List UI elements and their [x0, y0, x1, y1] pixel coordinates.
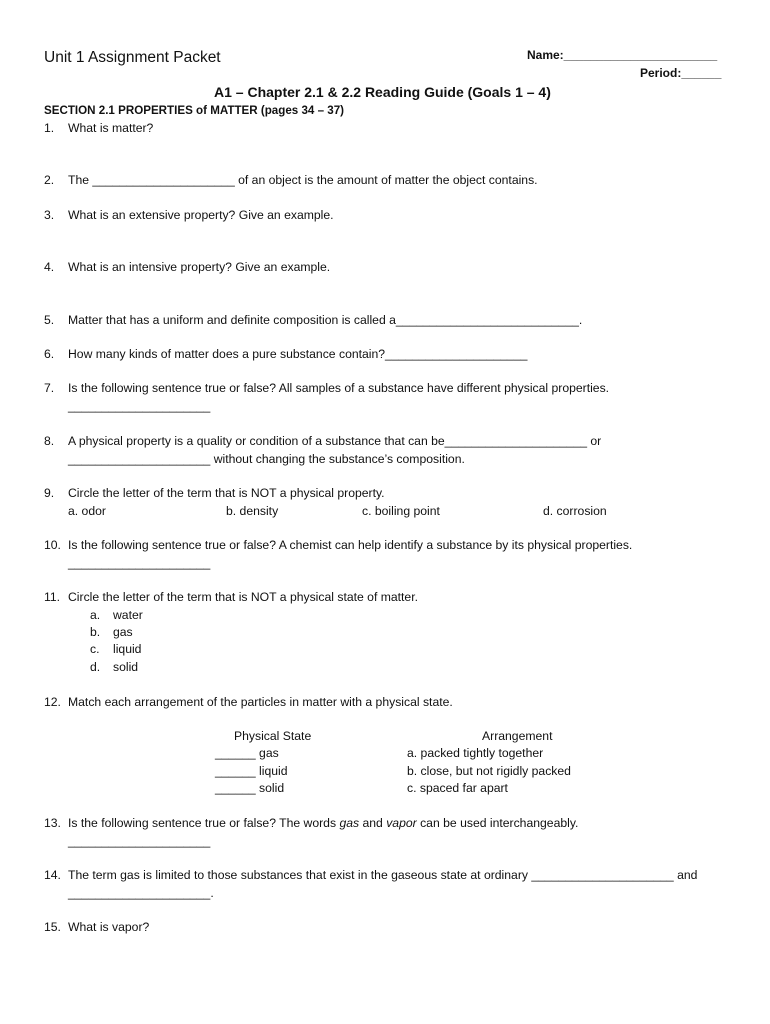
question-number: 1.	[44, 121, 55, 135]
question-text	[68, 816, 578, 830]
option-letter-c: c.	[90, 642, 100, 656]
question-number: 4.	[44, 260, 55, 274]
question-text: What is an extensive property? Give an example.	[68, 208, 334, 222]
arrangement-b: b. close, but not rigidly packed	[407, 764, 571, 778]
question-number: 8.	[44, 434, 55, 448]
name-field-label: Name:_______________________	[527, 48, 718, 62]
page-title: A1 – Chapter 2.1 & 2.2 Reading Guide (Goals 1 – 4)	[214, 84, 551, 100]
packet-title: Unit 1 Assignment Packet	[44, 49, 221, 66]
answer-blank: _____________________	[68, 399, 211, 413]
question-text: Matter that has a uniform and definite composition is called a___________________________.	[68, 313, 583, 327]
section-heading: SECTION 2.1 PROPERTIES of MATTER (pages 34 – 37)	[44, 104, 344, 117]
question-text: The term gas is limited to those substances that exist in the gaseous state at ordinary _____________________ and	[68, 868, 698, 882]
question-number: 14.	[44, 868, 61, 882]
arrangement-c: c. spaced far apart	[407, 781, 508, 795]
option-d: d. corrosion	[543, 504, 607, 518]
option-a: water	[113, 608, 143, 622]
italic-term-gas: gas	[339, 816, 360, 830]
period-field-label: Period:______	[640, 66, 722, 80]
arrangement-a: a. packed tightly together	[407, 746, 544, 760]
option-letter-a: a.	[90, 608, 101, 622]
question-text-part: can be used interchangeably.	[416, 816, 579, 830]
question-text-part: and	[359, 816, 387, 830]
question-text: Is the following sentence true or false? A chemist can help identify a substance by its physical properties.	[68, 538, 633, 552]
answer-blank: _____________________	[68, 556, 211, 570]
question-number: 9.	[44, 486, 55, 500]
option-b: b. density	[226, 504, 279, 518]
question-text: Circle the letter of the term that is NOT a physical state of matter.	[68, 590, 418, 604]
question-number: 12.	[44, 695, 61, 709]
question-text: Is the following sentence true or false? All samples of a substance have different physical properties.	[68, 381, 610, 395]
question-number: 13.	[44, 816, 61, 830]
question-number: 2.	[44, 173, 55, 187]
state-gas: ______ gas	[215, 746, 279, 760]
option-letter-b: b.	[90, 625, 101, 639]
question-number: 7.	[44, 381, 55, 395]
question-text: How many kinds of matter does a pure substance contain?_____________________	[68, 347, 528, 361]
physical-state-header: Physical State	[234, 729, 312, 743]
option-d: solid	[113, 660, 139, 674]
question-text: What is an intensive property? Give an example.	[68, 260, 331, 274]
question-text: Match each arrangement of the particles in matter with a physical state.	[68, 695, 453, 709]
state-liquid: ______ liquid	[215, 764, 288, 778]
answer-blank: _____________________	[68, 834, 211, 848]
question-number: 10.	[44, 538, 61, 552]
question-text-continued: _____________________ without changing the substance’s composition.	[68, 452, 465, 466]
question-number: 5.	[44, 313, 55, 327]
italic-term-vapor: vapor	[386, 816, 417, 830]
option-c: liquid	[113, 642, 142, 656]
question-number: 3.	[44, 208, 55, 222]
option-b: gas	[113, 625, 133, 639]
arrangement-header: Arrangement	[482, 729, 553, 743]
option-letter-d: d.	[90, 660, 101, 674]
option-a: a. odor	[68, 504, 106, 518]
question-number: 6.	[44, 347, 55, 361]
state-solid: ______ solid	[215, 781, 285, 795]
question-number: 15.	[44, 920, 61, 934]
question-text: The _____________________ of an object is the amount of matter the object contains.	[68, 173, 538, 187]
option-c: c. boiling point	[362, 504, 440, 518]
question-text: A physical property is a quality or condition of a substance that can be_____________________ or	[68, 434, 602, 448]
question-text-part: Is the following sentence true or false? The words	[68, 816, 340, 830]
question-text: Circle the letter of the term that is NOT a physical property.	[68, 486, 385, 500]
question-number: 11.	[44, 590, 61, 604]
question-text: What is vapor?	[68, 920, 150, 934]
answer-blank: _____________________.	[68, 886, 214, 900]
question-text: What is matter?	[68, 121, 154, 135]
